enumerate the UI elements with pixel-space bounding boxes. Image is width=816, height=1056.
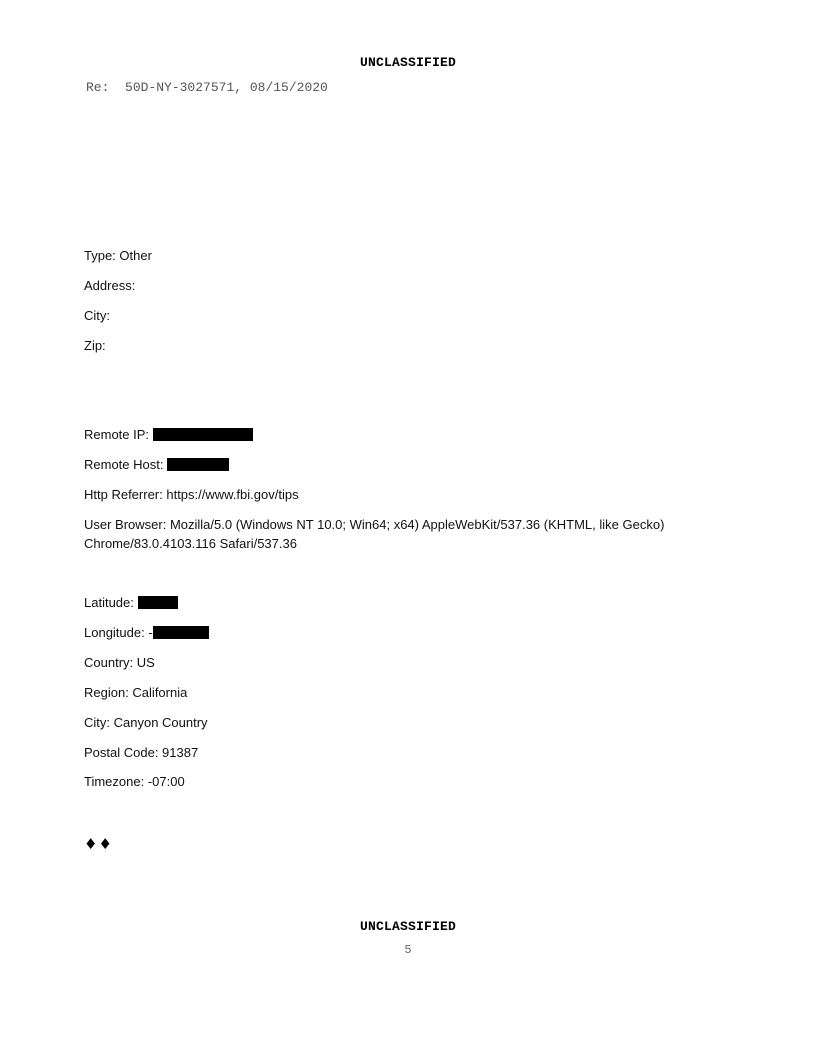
page-number: 5 xyxy=(404,943,412,957)
country-field: Country: US xyxy=(84,655,155,670)
longitude-label: Longitude: - xyxy=(84,625,153,640)
city-field: City: xyxy=(84,308,110,323)
longitude-row xyxy=(84,623,209,642)
remote-host-label: Remote Host: xyxy=(84,457,164,472)
reference-value: 50D-NY-3027571, 08/15/2020 xyxy=(125,80,328,95)
remote-host-row xyxy=(84,455,229,474)
remote-ip-row xyxy=(84,425,253,444)
reference-label: Re: xyxy=(86,80,110,95)
reference-line xyxy=(86,80,328,95)
redaction-box-longitude xyxy=(153,626,209,639)
latitude-row xyxy=(84,593,178,612)
http-referrer-field: Http Referrer: https://www.fbi.gov/tips xyxy=(84,487,299,502)
geo-city-field: City: Canyon Country xyxy=(84,715,208,730)
user-browser-line-2: Chrome/83.0.4103.116 Safari/537.36 xyxy=(84,536,297,551)
zip-field: Zip: xyxy=(84,338,106,353)
region-field: Region: California xyxy=(84,685,188,700)
diamond-symbols: ♦♦ xyxy=(84,835,113,853)
redaction-box-latitude xyxy=(138,596,178,609)
redaction-box-remote-host xyxy=(167,458,229,471)
type-field: Type: Other xyxy=(84,248,152,263)
remote-ip-label: Remote IP: xyxy=(84,427,150,442)
redaction-box-remote-ip xyxy=(153,428,253,441)
classification-footer: UNCLASSIFIED xyxy=(359,919,456,934)
timezone-field: Timezone: -07:00 xyxy=(84,774,185,789)
classification-header: UNCLASSIFIED xyxy=(359,55,456,70)
address-field: Address: xyxy=(84,278,136,293)
postal-code-field: Postal Code: 91387 xyxy=(84,745,199,760)
latitude-label: Latitude: xyxy=(84,595,134,610)
user-browser-line-1: User Browser: Mozilla/5.0 (Windows NT 10.0; Win64; x64) AppleWebKit/537.36 (KHTML, like Gecko) xyxy=(84,517,665,532)
